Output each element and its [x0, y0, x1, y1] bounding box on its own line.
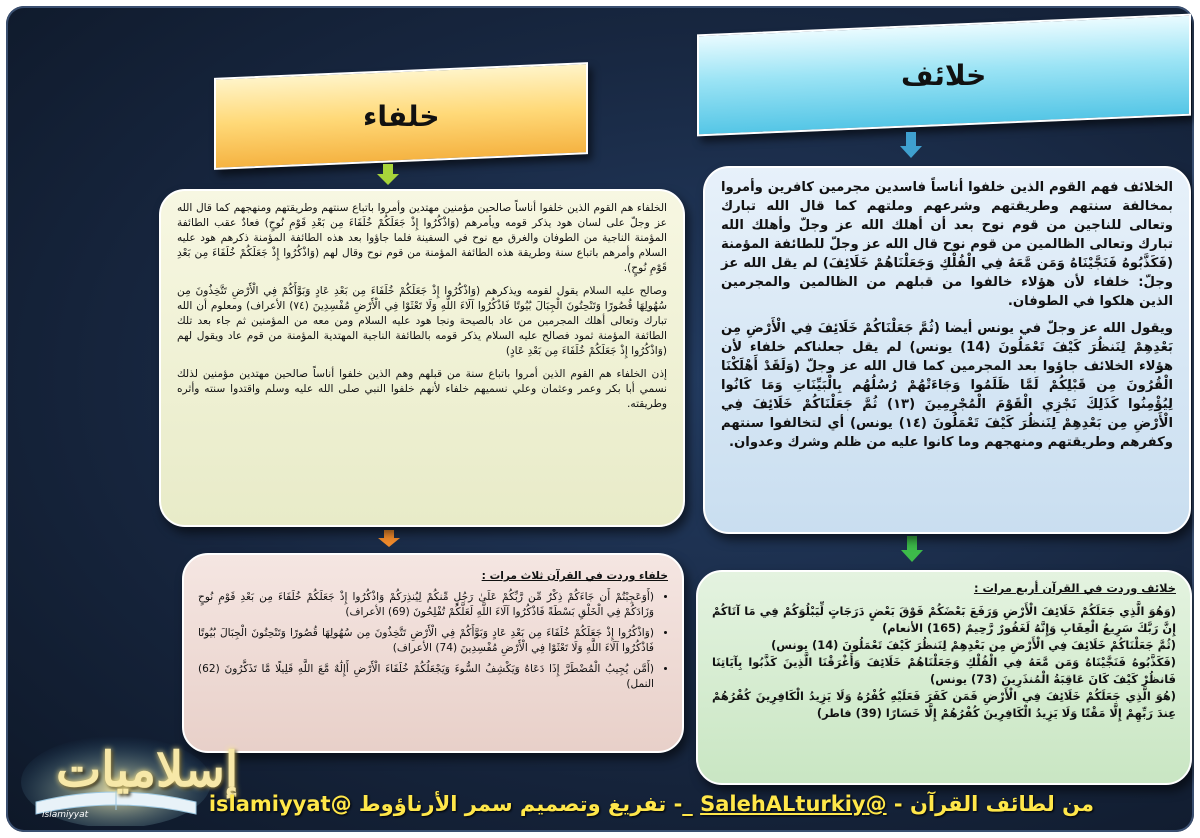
verse-item: (وَهُوَ الَّذِي جَعَلَكُمْ خَلَائِفَ الْأَرْضِ وَرَفَعَ بَعْضَكُمْ فَوْقَ بَعْضٍ دَرَجَاتٍ لِّيَبْلُوَكُمْ فِي مَا آتَاكُمْ إِنَّ رَبَّكَ سَرِيعُ الْعِقَابِ وَإِنَّهُ لَغَفُورٌ رَّحِيمٌ (165) الأنعام): [712, 604, 1176, 635]
designer-handle-link[interactable]: @islamiyyat: [208, 792, 352, 816]
khalaif-verses-panel: [696, 570, 1192, 785]
islamiyyat-logo: [16, 722, 239, 826]
verse-item: • (وَاذْكُرُوا إِذْ جَعَلَكُمْ خُلَفَاءَ مِن بَعْدِ عَادٍ وَبَوَّأَكُمْ فِي الْأَرْضِ تَتَّخِذُونَ مِن سُهُولِهَا قُصُورًا وَتَنْحِتُونَ الْجِبَالَ بُيُوتًا فَاذْكُرُوا آلَاءَ اللَّهِ وَلَا تَعْثَوْا فِي الْأَرْضِ مُفْسِدِينَ (74) الأعراف): [198, 626, 654, 656]
infographic-frame: [6, 6, 1194, 832]
logo-subtitle: islamiyyat: [42, 810, 89, 820]
khulafa-paragraph: وصالح عليه السلام يقول لقومه ويذكرهم (وَاذْكُرُوا إِذْ جَعَلَكُمْ خُلَفَاءَ مِن بَعْدِ عَادٍ وَبَوَّأَكُمْ فِي الْأَرْضِ تَتَّخِذُونَ مِن سُهُولِهَا قُصُورًا وَتَنْحِتُونَ الْجِبَالَ بُيُوتًا فَاذْكُرُوا آلَاءَ اللَّهِ وَلَا تَعْثَوْا فِي الْأَرْضِ مُفْسِدِينَ (٧٤) الأعراف) ومعلوم أن الله تبارك وتعالى أهلك المجرمين من عاد بالصيحة ونجا هود عليه السلام ومن معه من المؤمنين ثم جاء بعد تلك الطائفة المؤمنة ثمود فصالح عليه السلام يذكر قومه بالطائفة الناجية المهتدية المؤمنة من قوم عاد ويقول لهم (وَاذْكُرُوا إِذْ جَعَلَكُمْ خُلَفَاءَ مِن بَعْدِ عَادٍ): [177, 285, 667, 357]
verse-item: (هُوَ الَّذِي جَعَلَكُمْ خَلَائِفَ فِي الْأَرْضِ فَمَن كَفَرَ فَعَلَيْهِ كُفْرُهُ وَلَا يَزِيدُ الْكَافِرِينَ كُفْرُهُمْ عِندَ رَبِّهِمْ إِلَّا مَقْتًا وَلَا يَزِيدُ الْكَافِرِينَ كُفْرُهُمْ إِلَّا خَسَارًا (39) فاطر): [712, 689, 1176, 720]
khalaif-verses-title: خلائف وردت في القرآن أربع مرات :: [973, 581, 1176, 595]
banner-khulafa-title: خلفاء: [362, 99, 440, 133]
verse-item: (ثُمَّ جَعَلْنَاكُمْ خَلَائِفَ فِي الْأَرْضِ مِن بَعْدِهِمْ لِنَنظُرَ كَيْفَ تَعْمَلُونَ (14) يونس): [771, 638, 1176, 652]
khulafa-paragraph: الخلفاء هم القوم الذين خلفوا أناساً صالحين مؤمنين مهتدين وأمروا باتباع سنتهم وطريقتهم ومنهجهم كما قال الله عز وجلّ على لسان هود يذكر قومه ويأمرهم (وَاذْكُرُوا إِذْ جَعَلَكُمْ خُلَفَاءَ مِن بَعْدِ قَوْمِ نُوحٍ) فعادٌ عقب الطائفة المؤمنة الناجية من الطوفان والغرق مع نوح في السفينة فلما جاؤوا بعد هذه الطائفة المؤمنة ذكرهم هود عليه السلام وأمرهم باتباع سنة وطريقة هذه الطائفة المؤمنة من قوم نوح وقال لهم (وَاذْكُرُوا إِذْ جَعَلَكُمْ خُلَفَاءَ مِن بَعْدِ قَوْمِ نُوحٍ).: [177, 202, 667, 274]
khulafa-verses-panel: [182, 553, 684, 753]
banner-khulafa: [214, 62, 588, 170]
footer-text: _- تفريغ وتصميم سمر الأرناؤوط: [351, 792, 701, 816]
verse-item: (فَكَذَّبُوهُ فَنَجَّيْنَاهُ وَمَن مَّعَهُ فِي الْفُلْكِ وَجَعَلْنَاهُمْ خَلَائِفَ وَأَغْرَقْنَا الَّذِينَ كَذَّبُوا بِآيَاتِنَا فَانظُرْ كَيْفَ كَانَ عَاقِبَةُ الْمُنذَرِينَ (73) يونس): [712, 655, 1176, 686]
verse-item: • (أَمَّن يُجِيبُ الْمُضْطَرَّ إِذَا دَعَاهُ وَيَكْشِفُ السُّوءَ وَيَجْعَلُكُمْ خُلَفَاءَ الْأَرْضِ أَإِلَٰهٌ مَّعَ اللَّهِ قَلِيلًا مَّا تَذَكَّرُونَ (62) النمل): [198, 662, 654, 692]
khulafa-verses-list: [198, 590, 668, 692]
verse-item: • (أَوَعَجِبْتُمْ أَن جَاءَكُمْ ذِكْرٌ مِّن رَّبِّكُمْ عَلَىٰ رَجُلٍ مِّنكُمْ لِيُنذِرَكُمْ وَاذْكُرُوا إِذْ جَعَلَكُمْ خُلَفَاءَ مِن بَعْدِ قَوْمِ نُوحٍ وَزَادَكُمْ فِي الْخَلْقِ بَسْطَةً فَاذْكُرُوا آلَاءَ اللَّهِ لَعَلَّكُمْ تُفْلِحُونَ (69) الأعراف): [198, 590, 654, 620]
banner-khalaif: [697, 14, 1191, 137]
khulafa-paragraph: إذن الخلفاء هم القوم الذين أمروا باتباع سنة من قبلهم وهم الذين خلفوا أناساً صالحين مهتدين مؤمنين لذلك نسمي أبا بكر وعمر وعثمان وعلي نسميهم خلفاء لأنهم خلفوا النبي صلى الله عليه وسلم واقتدوا سنته وأثره وطريقته.: [177, 368, 667, 410]
footer-credit: [208, 792, 1094, 824]
khalaif-paragraph: ويقول الله عز وجلّ في يونس أيضا (ثُمَّ جَعَلْنَاكُمْ خَلَائِفَ فِي الْأَرْضِ مِن بَعْدِهِمْ لِنَنظُرَ كَيْفَ تَعْمَلُونَ (14) يونس) لم يقل جعلناكم خلفاء لأن هؤلاء الخلائف جاؤوا بعد المجرمين كما قال الله عز وجلّ (وَلَقَدْ أَهْلَكْنَا الْقُرُونَ مِن قَبْلِكُمْ لَمَّا ظَلَمُوا وَجَاءَتْهُمْ رُسُلُهُم بِالْبَيِّنَاتِ وَمَا كَانُوا لِيُؤْمِنُوا كَذَلِكَ نَجْزِي الْقَوْمَ الْمُجْرِمِينَ (١٣) ثُمَّ جَعَلْنَاكُمْ خَلَائِفَ فِي الْأَرْضِ مِن بَعْدِهِمْ لِنَنظُرَ كَيْفَ تَعْمَلُونَ (١٤) يونس) أي لتخالفوا سنتهم وكفرهم وطريقتهم ومنهجهم وما كانوا عليه من ظلم وشرك وعدوان.: [721, 321, 1174, 450]
khulafa-explanation-panel: [159, 189, 685, 527]
author-handle-link[interactable]: @SalehALturkiy: [700, 792, 887, 816]
footer-text: من لطائف القرآن -: [886, 792, 1094, 816]
khalaif-paragraph: الخلائف فهم القوم الذين خلفوا أناساً فاسدين مجرمين كافرين وأمروا بمخالفة سنتهم وطريقتهم وشرعهم وملتهم كما قال الله تبارك وتعالى للناجين من قوم نوح بعد أن أهلك الله عز وجلّ وأهلك الله تبارك وتعالى الظالمين من قوم نوح قال الله عز وجلّ للطائفة المؤمنة (فَكَذَّبُوهُ فَنَجَّيْنَاهُ وَمَن مَّعَهُ فِي الْفُلْكِ وَجَعَلْنَاهُمْ خَلَائِفَ) لم يقل الله عز وجلّ: خلفاء لأن هؤلاء خالفوا من قبلهم من الظالمين والمجرمين الذين هلكوا في الطوفان.: [721, 180, 1173, 309]
khulafa-verses-title: خلفاء وردت في القرآن ثلاث مرات :: [481, 570, 668, 582]
logo-text: إسلاميات: [56, 742, 239, 798]
khalaif-explanation-panel: [703, 166, 1191, 534]
banner-khalaif-title: خلائف: [901, 58, 987, 92]
